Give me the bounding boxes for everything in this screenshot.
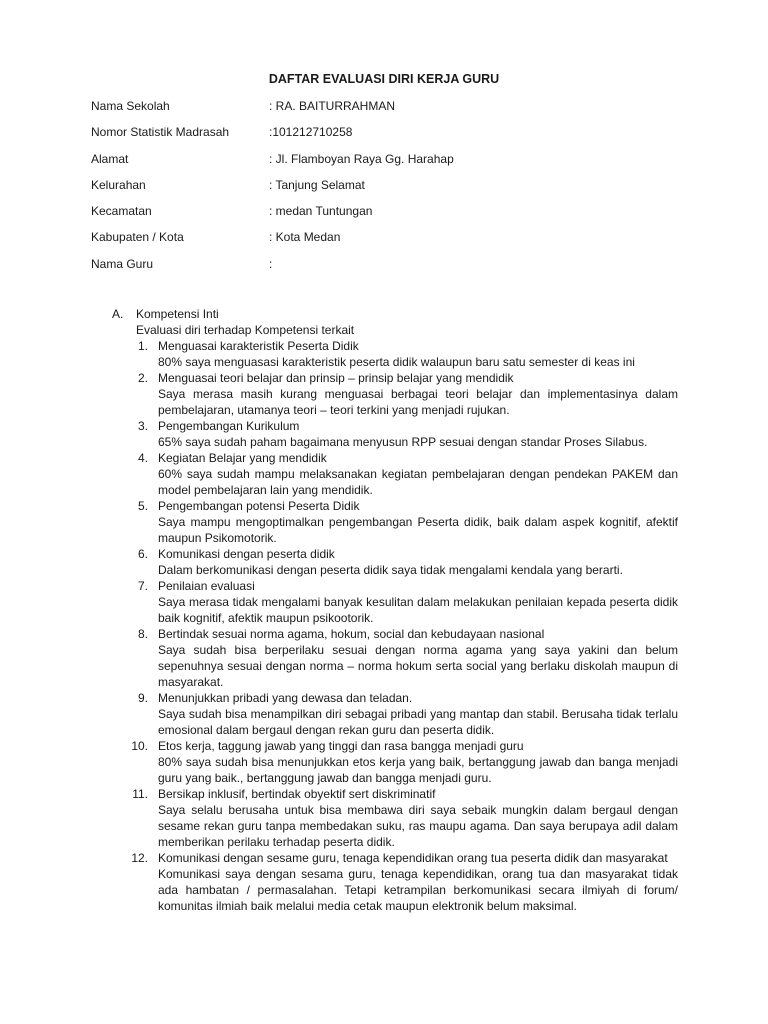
item-title: Bersikap inklusif, bertindak obyektif sert diskriminatif: [158, 787, 436, 801]
list-item: [112, 578, 678, 626]
item-number: 2.: [137, 371, 148, 385]
item-number: 8.: [137, 627, 148, 641]
item-body: Dalam berkomunikasi dengan peserta didik saya tidak mengalami kendala yang berarti.: [158, 563, 623, 577]
info-label: Nama Guru: [91, 256, 154, 271]
item-number: 5.: [137, 499, 148, 513]
item-number: 12.: [131, 851, 148, 865]
info-value: : medan Tuntungan: [269, 204, 373, 219]
item-body: 80% saya sudah bisa menunjukkan etos kerja yang baik, bertanggung jawab dan banga menjadi guru yang baik., bertanggung jawab dan bangga menjadi guru.: [158, 755, 678, 785]
info-value: : Kota Medan: [269, 230, 341, 245]
item-body: Saya selalu berusaha untuk bisa membawa diri saya sebaik mungkin dalam bergaul dengan sesame rekan guru tanpa membedakan suku, ras maupu agama. Dan saya berupaya adil dalam memberikan perilaku terhadap peserta didik.: [158, 803, 678, 849]
list-item: [112, 690, 678, 738]
info-value: : RA. BAITURRAHMAN: [269, 99, 396, 113]
list-item: [112, 498, 678, 546]
item-body: 80% saya menguasasi karakteristik peserta didik walaupun baru satu semester di keas ini: [158, 355, 635, 369]
item-title: Pengembangan Kurikulum: [158, 419, 300, 433]
item-title: Menguasai teori belajar dan prinsip – prinsip belajar yang mendidik: [158, 371, 514, 385]
item-body: Komunikasi saya dengan sesama guru, tenaga kependidikan, orang tua dan masyarakat tidak ada hambatan / permasalahan. Tetapi ketrampilan berkomunikasi secara ilmiyah di forum/ komunitas ilmiah baik melalui media cetak maupun elektronik belum maksimal.: [158, 867, 678, 913]
info-value: : Jl. Flamboyan Raya Gg. Harahap: [269, 151, 454, 166]
info-label: Kecamatan: [91, 204, 152, 219]
document-title: DAFTAR EVALUASI DIRI KERJA GURU: [268, 72, 500, 86]
item-number: 9.: [137, 691, 148, 705]
item-title: Bertindak sesuai norma agama, hokum, social dan kebudayaan nasional: [158, 627, 545, 641]
item-number: 10.: [131, 739, 148, 753]
item-number: 7.: [137, 579, 148, 593]
item-body: 65% saya sudah paham bagaimana menyusun RPP sesuai dengan standar Proses Silabus.: [158, 435, 648, 449]
item-title: Etos kerja, taggung jawab yang tinggi dan rasa bangga menjadi guru: [158, 739, 524, 753]
list-item: [112, 738, 678, 786]
section-letter: A.: [112, 307, 124, 321]
list-item: [112, 626, 678, 690]
item-number: 6.: [137, 547, 148, 561]
list-item: [112, 418, 678, 450]
info-value: : Tanjung Selamat: [269, 177, 365, 192]
info-label: Kelurahan: [91, 177, 146, 192]
item-title: Menguasai karakteristik Peserta Didik: [158, 339, 359, 353]
info-value: :: [269, 256, 273, 271]
list-item: [112, 370, 678, 418]
info-label: Nama Sekolah: [91, 99, 170, 113]
item-number: 3.: [137, 419, 148, 433]
item-title: Menunjukkan pribadi yang dewasa dan teladan.: [158, 691, 413, 705]
item-body: Saya sudah bisa berperilaku sesuai dengan norma agama yang saya yakini dan belum sepenuhnya sesuai dengan norma – norma hokum serta social yang berlaku diskolah maupun di masyarakat.: [158, 643, 678, 689]
section-kompetensi-inti: [112, 306, 678, 914]
item-number: 4.: [137, 451, 148, 465]
item-body: Saya sudah bisa menampilkan diri sebagai pribadi yang mantap dan stabil. Berusaha tidak terlalu emosional dalam bergaul dengan rekan guru dan peserta didik.: [158, 707, 678, 737]
item-number: 11.: [132, 787, 148, 801]
list-item: [112, 338, 678, 370]
item-body: 60% saya sudah mampu melaksanakan kegiatan pembelajaran dengan pendekan PAKEM dan model pembelajaran lain yang mendidik.: [158, 467, 678, 497]
section-heading-text: Kompetensi Inti: [136, 307, 219, 321]
info-label: Alamat: [91, 151, 129, 166]
info-label: Nomor Statistik Madrasah: [91, 125, 230, 140]
item-title: Kegiatan Belajar yang mendidik: [158, 451, 327, 465]
list-item: [112, 450, 678, 498]
item-body: Saya merasa masih kurang menguasai berbagai teori belajar dan implementasinya dalam pembelajaran, utamanya teori – teori terkini yang menjadi rujukan.: [158, 387, 678, 417]
item-body: Saya mampu mengoptimalkan pengembangan Peserta didik, baik dalam aspek kognitif, afektif maupun Psikomotorik.: [158, 515, 678, 545]
item-title: Pengembangan potensi Peserta Didik: [158, 499, 360, 513]
info-label: Kabupaten / Kota: [91, 230, 184, 245]
list-item: [112, 850, 678, 914]
info-value: :101212710258: [269, 125, 353, 140]
list-item: [112, 786, 678, 850]
list-item: [112, 546, 678, 578]
item-title: Komunikasi dengan peserta didik: [158, 547, 335, 561]
item-title: Komunikasi dengan sesame guru, tenaga kependidikan orang tua peserta didik dan masyarakat: [158, 851, 668, 865]
section-subheading: Evaluasi diri terhadap Kompetensi terkait: [136, 323, 355, 337]
section-heading: [112, 306, 678, 322]
item-number: 1.: [137, 339, 148, 353]
item-title: Penilaian evaluasi: [158, 579, 255, 593]
item-body: Saya merasa tidak mengalami banyak kesulitan dalam melakukan penilaian kepada peserta didik baik kognitif, afektik maupun psikootorik.: [158, 595, 678, 625]
competency-list: [112, 338, 678, 914]
